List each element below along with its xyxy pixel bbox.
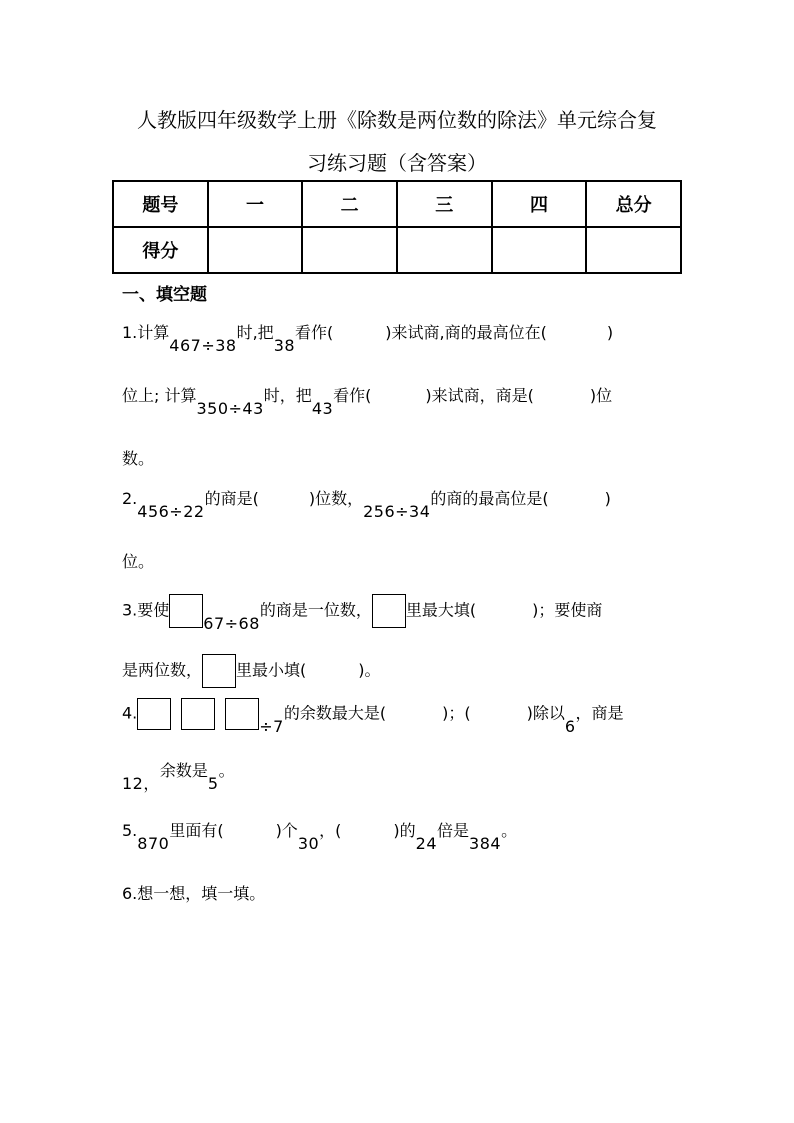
score-cell-4[interactable] [492,227,587,273]
question-4-line-1 [122,698,624,736]
q1-text: )位 [589,386,613,405]
q3-text: 是两位数， [122,660,203,680]
q4-digit-box-1[interactable] [137,698,171,730]
document-title-line2: 习练习题（含答案） [307,151,487,175]
q4-math-5: 5 [207,774,219,793]
header-cell-3: 三 [397,181,492,227]
q5-text: 里面有( [169,821,224,840]
question-2-line-2 [122,549,154,572]
document-title-line1: 人教版四年级数学上册《除数是两位数的除法》单元综合复 [137,108,657,132]
q4-digit-box-2[interactable] [181,698,215,730]
q1-text: )来试商,商的最高位在( [385,323,547,342]
q3-text: )；要使商 [532,600,603,620]
header-cell-4: 四 [492,181,587,227]
q5-text: 。 [501,821,518,840]
q4-math-12: 12， [122,774,160,793]
question-5-line-1 [122,818,518,853]
header-cell-1: 一 [208,181,303,227]
q5-text: )个 [275,821,298,840]
score-cell-3[interactable] [397,227,492,273]
q4-text: 4. [122,703,138,723]
q4-text: 余数是 [159,761,208,780]
q5-math-24: 24 [415,834,438,853]
q5-math-384: 384 [469,834,502,853]
q1-text: 看作( [333,386,372,405]
q4-math-6: 6 [564,716,576,736]
header-cell-question-number: 题号 [113,181,208,227]
question-6-line-1 [122,881,265,904]
q1-text: 数。 [122,449,155,468]
q6-text: 6.想一想，填一填。 [122,884,266,903]
q2-text: 位。 [122,552,155,571]
q3-text: 的商是一位数， [259,600,372,620]
q1-text: 位上; 计算 [122,386,197,405]
score-cell-2[interactable] [302,227,397,273]
q2-text: 2. [122,489,138,508]
q4-text: 。 [218,761,235,780]
q1-math-divisor-2: 43 [311,399,334,418]
q1-text: 时,把 [236,323,274,342]
q2-text: 的商是( [204,489,259,508]
q4-text: )；( [442,703,471,723]
q1-text: 1.计算 [122,323,170,342]
q4-text: )除以 [526,703,565,723]
q5-text: ，( [319,821,342,840]
question-2-line-1 [122,486,611,521]
question-3-line-1 [122,594,603,633]
header-cell-2: 二 [302,181,397,227]
score-cell-total[interactable] [586,227,681,273]
q5-text: 5. [122,821,138,840]
q3-digit-box-1[interactable] [169,594,203,628]
q2-text: 的商的最高位是( [430,489,549,508]
q4-text: 的余数最大是( [283,703,387,723]
row-label-score: 得分 [113,227,208,273]
q5-text: 倍是 [437,821,470,840]
q3-digit-box-3[interactable] [202,654,236,688]
q2-math-expression-2: 256÷34 [363,502,431,521]
q1-text: 看作( [295,323,334,342]
header-cell-total: 总分 [586,181,681,227]
score-table-score-row [113,227,681,273]
q3-text: 3.要使 [122,600,170,620]
question-4-line-2 [122,758,235,793]
question-1-line-1 [122,320,614,355]
q1-text: ) [606,323,614,342]
q3-text: 里最小填( [236,660,307,680]
q1-text: )来试商，商是( [425,386,534,405]
q3-text: 里最大填( [405,600,477,620]
question-3-line-2 [122,654,381,688]
q4-text: ，商是 [575,703,624,723]
q4-digit-box-3[interactable] [225,698,259,730]
q1-math-expression: 467÷38 [169,336,237,355]
score-table [112,180,682,274]
q2-text: ) [604,489,611,508]
q2-text: )位数， [308,489,364,508]
score-cell-1[interactable] [208,227,303,273]
q3-digit-box-2[interactable] [372,594,406,628]
question-1-line-2 [122,383,613,418]
q1-math-expression-2: 350÷43 [196,399,264,418]
q4-math-divide-7: ÷7 [259,716,284,736]
q5-math-870: 870 [137,834,170,853]
q3-math-expression: 67÷68 [203,613,260,633]
section-title-fill-in: 一、填空题 [122,285,207,305]
q2-math-expression-1: 456÷22 [137,502,205,521]
q1-math-divisor: 38 [273,336,296,355]
score-table-header-row [113,181,681,227]
q5-text: )的 [393,821,416,840]
q3-text: )。 [358,660,381,680]
q5-math-30: 30 [297,834,320,853]
q1-text: 时，把 [263,386,312,405]
question-1-line-3 [122,446,154,469]
